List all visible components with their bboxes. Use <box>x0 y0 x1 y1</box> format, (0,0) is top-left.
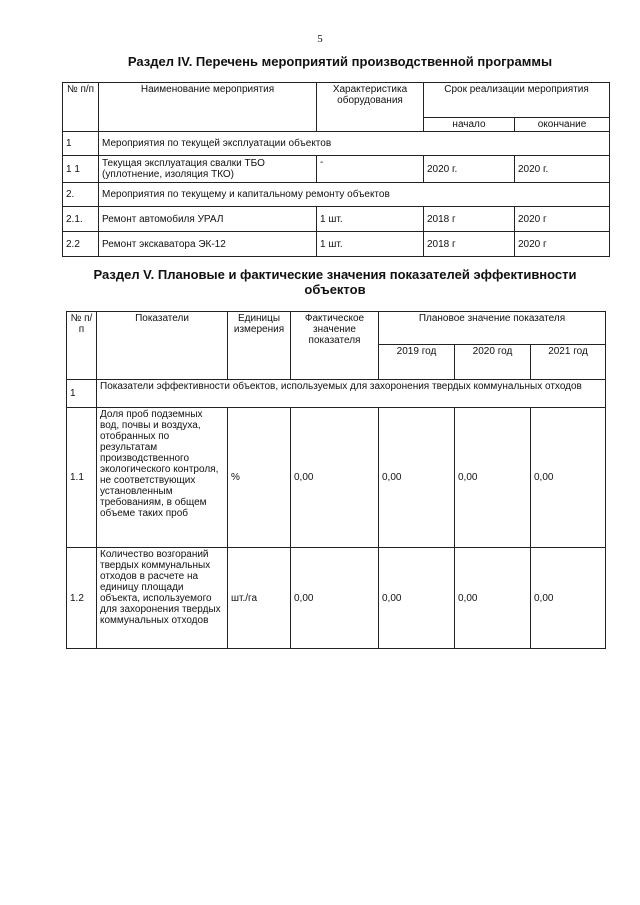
row-1-1-num: 1 1 <box>63 156 99 183</box>
row-1-1-2021: 0,00 <box>531 408 606 548</box>
row-1-1-equipment: - <box>317 156 424 183</box>
header-start: начало <box>424 118 515 132</box>
header-indicator: Показатели <box>97 312 228 380</box>
row-1-2-2021: 0,00 <box>531 548 606 649</box>
header-planned: Плановое значение показателя <box>379 312 606 345</box>
row-1-1-name: Текущая эксплуатация свалки ТБО (уплотнение, изоляция ТКО) <box>99 156 317 183</box>
section-5-table <box>66 311 606 649</box>
header-actual: Фактическое значение показателя <box>291 312 379 380</box>
section-4-table <box>62 82 610 257</box>
group-1-num: 1 <box>67 380 97 408</box>
row-1-1-num: 1.1 <box>67 408 97 548</box>
page-number: 5 <box>317 33 323 45</box>
row-1-2-unit: шт./га <box>228 548 291 649</box>
row-1-1-2020: 0,00 <box>455 408 531 548</box>
group-2-name: Мероприятия по текущему и капитальному ремонту объектов <box>99 183 610 207</box>
header-end: окончание <box>515 118 610 132</box>
row-2-1-name: Ремонт автомобиля УРАЛ <box>99 207 317 232</box>
row-2-1-equipment: 1 шт. <box>317 207 424 232</box>
row-1-2-2019: 0,00 <box>379 548 455 649</box>
group-2-num: 2. <box>63 183 99 207</box>
row-2-1-num: 2.1. <box>63 207 99 232</box>
header-2021: 2021 год <box>531 345 606 380</box>
row-1-2-2020: 0,00 <box>455 548 531 649</box>
row-1-1-unit: % <box>228 408 291 548</box>
header-equipment: Характеристика оборудования <box>317 83 424 132</box>
header-period: Срок реализации мероприятия <box>424 83 610 118</box>
header-num: № п/п <box>67 312 97 380</box>
row-1-2-num: 1.2 <box>67 548 97 649</box>
row-1-1-end: 2020 г. <box>515 156 610 183</box>
section-4-title: Раздел IV. Перечень мероприятий производственной программы <box>127 54 553 69</box>
header-name: Наименование мероприятия <box>99 83 317 132</box>
section-5-title: Раздел V. Плановые и фактические значения показателей эффективности объектов <box>93 267 577 297</box>
row-2-2-end: 2020 г <box>515 232 610 257</box>
row-2-2-num: 2.2 <box>63 232 99 257</box>
row-2-1-end: 2020 г <box>515 207 610 232</box>
row-1-1-start: 2020 г. <box>424 156 515 183</box>
group-1-name: Мероприятия по текущей эксплуатации объектов <box>99 132 610 156</box>
row-1-2-name: Количество возгораний твердых коммунальных отходов в расчете на единицу площади объекта, используемого для захоронения твердых коммунальных отходов <box>97 548 228 649</box>
header-unit: Единицы измерения <box>228 312 291 380</box>
header-2020: 2020 год <box>455 345 531 380</box>
header-num: № п/п <box>63 83 99 132</box>
row-1-1-2019: 0,00 <box>379 408 455 548</box>
header-2019: 2019 год <box>379 345 455 380</box>
group-1-num: 1 <box>63 132 99 156</box>
row-2-2-equipment: 1 шт. <box>317 232 424 257</box>
row-2-1-start: 2018 г <box>424 207 515 232</box>
row-2-2-start: 2018 г <box>424 232 515 257</box>
row-1-1-name: Доля проб подземных вод, почвы и воздуха, отобранных по результатам производственного экологического контроля, не соответствующих установленным требованиям, в общем объеме таких проб <box>97 408 228 548</box>
row-1-1-actual: 0,00 <box>291 408 379 548</box>
row-1-2-actual: 0,00 <box>291 548 379 649</box>
group-1-name: Показатели эффективности объектов, используемых для захоронения твердых коммунальных отходов <box>97 380 606 408</box>
row-2-2-name: Ремонт экскаватора ЭК-12 <box>99 232 317 257</box>
